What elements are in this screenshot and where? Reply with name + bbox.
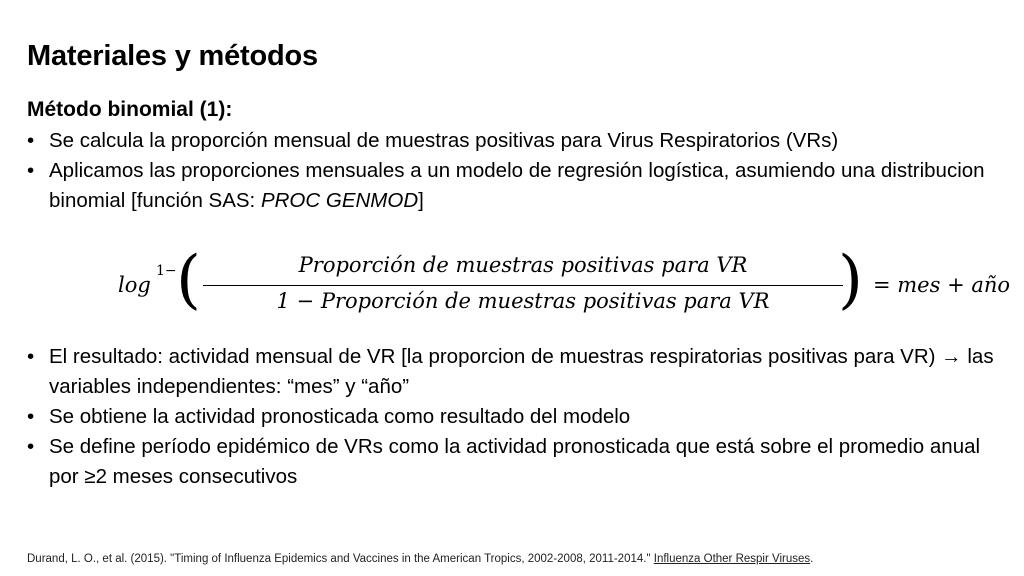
logit-formula bbox=[118, 243, 1011, 325]
citation bbox=[27, 553, 813, 565]
fraction-bar bbox=[203, 285, 843, 286]
bullet-item bbox=[27, 126, 1002, 156]
formula-superscript: 1− bbox=[156, 263, 177, 279]
bullet-text-end: ] bbox=[418, 189, 424, 212]
bullet-text: Se obtiene la actividad pronosticada como resultado del modelo bbox=[49, 405, 631, 428]
bullet-text: Se calcula la proporción mensual de muestras positivas para Virus Respiratorios (VRs) bbox=[49, 129, 839, 152]
bullet-item bbox=[27, 156, 1002, 216]
formula-denominator: 1 − Proporción de muestras positivas para VR bbox=[276, 289, 770, 313]
bullet-text: Se define período epidémico de VRs como la actividad pronosticada que está sobre el promedio anual por ≥2 meses consecutivos bbox=[49, 435, 981, 488]
formula-numerator: Proporción de muestras positivas para VR bbox=[298, 253, 748, 277]
formula-right-paren: ) bbox=[838, 243, 863, 317]
section-subtitle: Método binomial (1): bbox=[27, 98, 233, 121]
bullet-list-bottom bbox=[27, 342, 1002, 492]
citation-journal-link[interactable]: Influenza Other Respir Viruses bbox=[653, 553, 811, 565]
formula-log: log bbox=[118, 273, 151, 297]
citation-text: Durand, L. O., et al. (2015). "Timing of Influenza Epidemics and Vaccines in the American Tropics, 2002-2008, 2011-2014." bbox=[27, 553, 654, 565]
formula-left-paren: ( bbox=[176, 243, 201, 317]
bullet-item bbox=[27, 402, 1002, 432]
bullet-list-top bbox=[27, 126, 1002, 216]
bullet-text: El resultado: actividad mensual de VR [la proporcion de muestras respiratorias positivas para VR) → las variables independientes: “mes” y “año” bbox=[49, 345, 994, 398]
formula-rhs: = mes + año bbox=[873, 273, 1011, 297]
bullet-italic-text: PROC GENMOD bbox=[260, 189, 419, 212]
bullet-item bbox=[27, 432, 1002, 492]
slide-title: Materiales y métodos bbox=[27, 40, 318, 72]
bullet-item bbox=[27, 342, 1002, 402]
bullet-text: Aplicamos las proporciones mensuales a un modelo de regresión logística, asumiendo una distribucion binomial [función SAS: bbox=[49, 159, 985, 212]
citation-end: . bbox=[810, 553, 814, 565]
